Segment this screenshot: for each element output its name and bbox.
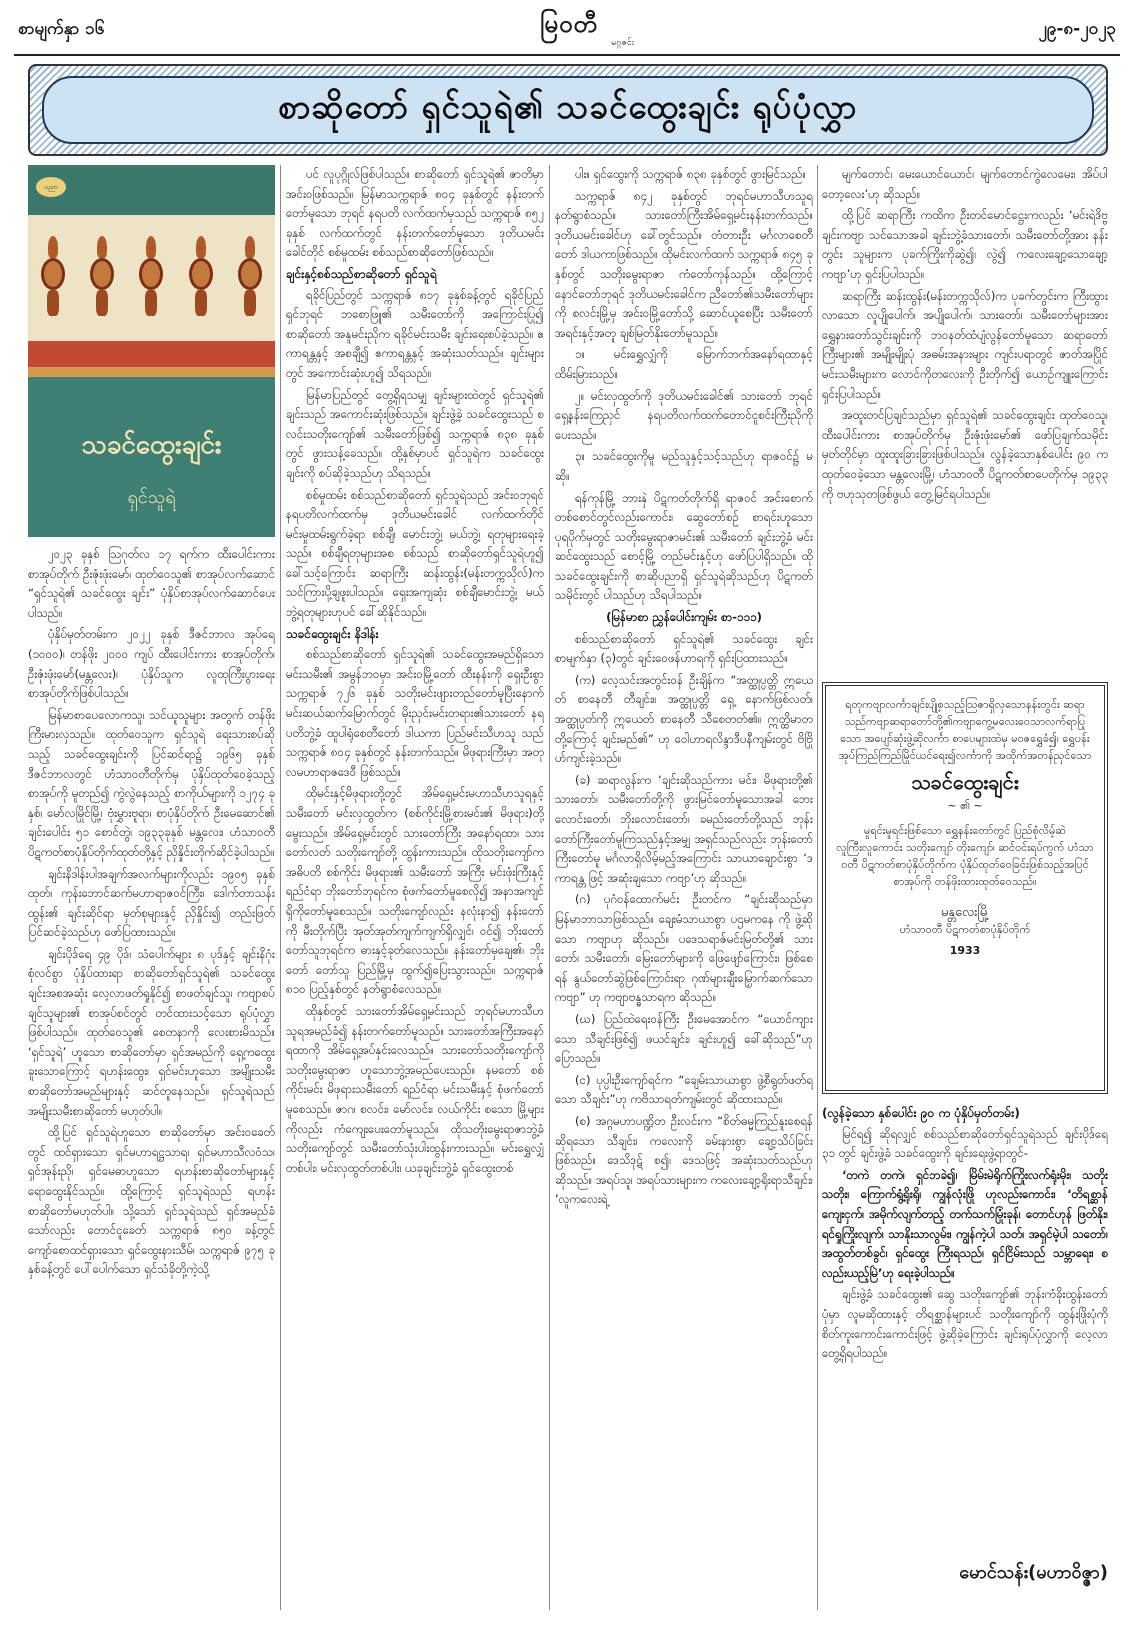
ornament-icon (137, 236, 165, 316)
ornament-icon (88, 236, 116, 316)
article-column-1 (28, 545, 275, 1615)
logo-text: မြဝတီ (540, 10, 598, 38)
paragraph: ၃။ သခင်ထွေးကိုမူ မည်သူနှင့်သင့်သည်ဟု ရာဇဝင်၌ မဆို။ (555, 449, 813, 483)
paragraph: (ဃ) ပြည်ထဲရေးဝန်ကြီး ဦးမေအောင်က “ယောင်ကျားသော သီချင်းဖြစ်၍ ဖယင်ချင်း၊ ချင်းဟူ၍ ခေါ်ဆိုသည်”ဟု ပြောသည်။ (555, 1011, 813, 1066)
paragraph: မြန်မာပြည်တွင် တွေ့ရှိရသမျှ ချင်းများထဲတွင် ရှင်သူရဲ၏ ချင်းသည် အကောင်းဆုံးဖြစ်သည်။ ချင်းဖွဲ့ခဲ့ သခင်ထွေးသည် စလင်းသတိုးကျော်၏ သမီးတော်ဖြစ်၍ သက္ကရာဇ် ၈၃၈ ခုနှစ်တွင် ဖွားသန့်ခေသည်။ ထို့နှစ်မှာပင် ရှင်သူရဲက သခင်ထွေး ချင်းကို စပ်ဆိုခဲ့သည်ဟု သိရသည်။ (286, 387, 544, 480)
paragraph: ချင်းနိဒါန်းပါအချက်အလက်များကိုလည်း ၁၉၀၅ ခုနှစ်ထုတ်၊ ကုန်းဘောင်ဆက်မဟာရာဇဝင်ကြီး၊ ဒေါက်တာသန်းထွန်း၏ ချင်းဆိုင်ရာ မှတ်စုများနှင့် ညှိနှိုင်း၍ တည်းဖြတ်ပြင်ဆင်ခဲ့သည်ဟု ဖော်ပြထားသည်။ (28, 866, 275, 940)
paragraph: စစ်မှုထမ်း စစ်သည်စာဆိုတော် ရှင်သူရဲသည် အင်းဝဘုရင် နရပတိလက်ထက်မှ ဒုတိယမင်းခေါင် လက်ထက်တိုင် မင်းမှုထမ်းရွက်ခဲ့ရာ စစ်ချီ၊ မောင်းဘွဲ့၊ မယ်ဘွဲ့၊ ရတုများရေးခဲ့သည်။ စစ်ချီရတုများအစ စစ်သည် စာဆိုတော်ရှင်သူရဲဟူ၍ ခေါ်သင့်ကြောင်း ဆရာကြီး ဆန်းထွန်း(မန်းတက္ကသိုလ်)က သင်ကြားပို့ချဖူးပါသည်။ ရှေးအကျဆုံး စစ်ချီမောင်းဘွဲ့၊ မယ်ဘွဲ့ရတုများဟုပင် ခေါ်ဆိုနိုင်သည်။ (286, 487, 544, 620)
article-column-4 (822, 165, 1108, 685)
header-divider (14, 54, 1120, 56)
ornament-icon (236, 236, 264, 316)
paragraph: (စ) အဂ္ဂမဟာပဏ္ဍိတ ဦးလင်းက “စိတ်ဓမ္မကြည်နူးစေရန် ဆိုရသော သီချင်း၊ ကလေးကို ခမ်းနားစွာ ချော့သိပ်ခြင်းဖြစ်သည်။ ဒေသိဒုဋ် စ၍၊ ဒေသဖြင့် အဆုံးသတ်သည်ဟု ဆိုသည်။ အရပ်သူ၊ အရပ်သားများက ကလေးချော့ရိုးရာသီချင်း၊ ‘လူကလေးရဲ့ (555, 1113, 813, 1207)
newspaper-logo (494, 8, 644, 48)
paragraph: ချင်းဖွဲ့ခံ သခင်ထွေး၏ ဆွေ သတိုးကျော်၏ ဘုန်းကံခိုးထွန်းတော်ပုံမှာ လူမဆိုထားနှင့် တိရစ္ဆာန်များပင် သတိုးကျော်ကို ထွန်းဖြိုးပုံကို စိတ်ကူးကောင်းကောင်းဖြင့် ဖွဲ့ဆိုခဲ့ကြောင်း ချင်းရုပ်ပုံလွှာကို လေ့လာတွေ့ရှိရပါသည်။ (822, 1287, 1108, 1361)
publisher-logo-icon: ပညာ (36, 177, 66, 197)
article-column-2 (286, 165, 544, 1615)
paragraph: ၁။ မင်းရွှေလျှံကို မြောက်ဘက်အနော်ရထာနှင့် ထိမ်းမြားသည်။ (555, 347, 813, 381)
paragraph: ရန်ကုန်မြို့ ဘားနှဲ ပိဋကတ်တိုက်ရှိ ရာဇဝင် အင်းစောက်တစ်စောင်တွင်လည်းကောင်း၊ ဆွေတော်စဉ် စာရင်းဟူသော ပုရပိုက်မှတွင် သတိုးမွေးရာဇာမင်း၏ သမီးတော် ချင်းဘွဲ့ခံ မင်းဆင်ထွေးသည် စောင့်မြို့ တည်မင်းနှင့်ဟု ဖော်ပြပါရှိသည်။ ထိုသခင်ထွေးချင်းကို စာဆိုပညာရှိ ရှင်သူရဲဆိုသည်ဟု ပိဋကတ်သမိုင်းတွင် ပါသည်ဟု သိရပါသည်။ (555, 490, 813, 603)
paragraph: (က) လေ့သင်းအတွင်းဝန် ဦးချိန်က “အတ္ထုပ္ပတ္တိ ဣယေတ် စာနေတီ တီချင်း။ အတ္ထုပ္ပတ္တိ ရှေ့ နောက်ဖြစ်လတ်၊ အတ္ထုပ္ပတ်ကို ဣယေတ် စာနေတီ သီစေတတ်၏။ ဣတ္ထိမာတတို့ကြောင့် ချင်းမည်၏” ဟု ဝေါဟာရလိန္ဒာဒီပနီကျမ်းတွင် ဗိဗြိုဟ်ကျင်းခဲ့သည်။ (555, 672, 813, 766)
quote: ‘တကဲ တကဲ၊ ရှင်ဘခဲ၍၊ မြိမ်းမဲရိုက်ကြိုးလက်ရုံးမိုး၊ သတိုး သတိုး၊ ကြောက်ရွံ့ရိုးရို၊ ကျွန်လုံးဖြို ဟုလည်းကောင်း၊ ‘တိရစ္ဆာန် ကျေးငှက်၊ အမိုက်လျက်တည့် တက်သက်မြုံးခုန်၊ တောင်ဟုန် ဖြတ်နိုး၊ ရင်ရှုကြိုးလျက်၊ သာနိုးသာလွမ်း၊ ကျွန်ကဲ့ပါ သတ်၊ အရှင်မဲ့ပါ သတော်၊ အထွတ်တစ်ခွင်၊ ရှင်ထွေး ကြီးရသည်၊ ရှင်ငြိမ်းသည် သမ္ဘာရေး၊ စလည်းယည့်မြဲ’ဟု ရေးခဲ့ပါသည်။ (822, 1167, 1108, 1280)
paragraph: ထိုမင်းနှင့်မိဖုရားတို့တွင် အိမ်ရှေ့မင်းမဟာသီဟသူရနှင့် သမီးတော် မင်းလှထွတ်က (စစ်ကိုင်းမြို့စားမင်း၏ မိဖုရား)တို့မွေးသည်။ အိမ်ရှေ့မင်းတွင် သားတော်ကြီး အနော်ရထာ၊ သားတော်လတ် သတိုးကျော်တို့ ထွန်းကားသည်။ ထိုသတိုးကျော်က အဓိပတိ စစ်ကိုင်း မိဖုရား၏ သမီးတော် အကြီး မင်းဖုံးကြီးနှင့် ရည်ငံရာ ဘိုးတော်ဘုရင်က စုံဖက်တော်မူစေလို၍ အနာအကျင်ရှိကိုတော်မူစေသည်။ သတိုးကျော်လည်း နလုံးနာ၍ နန်းတော်ကို မီးတိုက်ပြီး အုတ်အုတ်ကျက်ကျက်ရှိလျှင်၊ ဝင်၍ ဘိုးတော် တော်သူဘုရင်က ဓားနှင့်ခုတ်လေသည်။ နန်းတော်မှချေ၏၊ ဘိုးတော် တော်သူ ပြည်မြို့မှ ထွက်၍ပြေးသွားသည်။ သက္ကရာဇ် ၈၁၀ ပြည့်နှစ်တွင် နတ်ရွာစံလေသည်။ (286, 786, 544, 997)
paragraph: ၂၀၂၃ ခုနှစ် ဩဂုတ်လ ၁၇ ရက်က ထီးပေါင်းကားစာအုပ်တိုက် ဦးဇုံးဖုံးမော်၊ ထုတ်ဝေသူ၏ စာအုပ်လက်ဆောင် “ရှင်သူရဲ၏ သခင်ထွေး ချင်း” ပုံနှိပ်စာအုပ်လက်ဆောင်ပေးပါသည်။ (28, 547, 275, 620)
citation: (မြန်မာစာ ညွှန်ပေါင်းကျမ်း စာ-၁၁၁) (606, 610, 762, 625)
ornament-icon (39, 236, 67, 316)
page-number: စာမျက်နှာ ၁၆ (18, 19, 105, 39)
paragraph: သက္ကရာဇ် ၈၄၂ ခုနှစ်တွင် ဘုရင်မဟာသီဟသူရ နတ်ရွာစံသည်။ သားတော်ကြီးအိမ်ရှေ့မင်းနန်းတက်သည်။ ဒုတိယမင်းခေါင်ဟု ခေါ်တွင်သည်။ တံတားဦး မင်္ဂလာစေတီတော် ဒါယကာဖြစ်သည်။ ထိုမင်းလက်ထက် သက္ကရာဇ် ၈၄၅ ခုနှစ်တွင် သတိုးမွေးရာဇာ ကံတော်ကုန်သည်။ ထို့ကြောင့် နောင်တော်ဘုရင် ဒုတိယမင်းခေါင်က ညီတော်၏သမီးတော်များကို စလင်းမြို့မှ အင်းဝမြို့တော်သို့ ဆောင်ယူစေပြီး သမီးတော်အရင်းနှင့်အတူ ချစ်မြတ်နိုးတော်မူသည်။ (555, 188, 813, 340)
title-page-description: မူရင်းမူရင်းဖြစ်သော ရွှေနန်းတော်တွင် ပြည်စုံလိမ့်ဆဲ လူကြီးလူကောင်း သတိုးကျော် တိုးကျော်၊ ဆင်ဝင်းရပ်ကွက် ဟံသာဝတီ ပိဋကတ်စာပုံနှိပ်တိုက်က ပုံနှိပ်ထုတ်ဝေခြင်းဖြစ်သည့်အပြင် စာအုပ်ကို တန်ဖိုးထားထုတ်ဝေသည်။ (836, 824, 1094, 888)
paragraph: မျက်တောင်၊ မေးယောင်ယောင်၊ မျက်တောင်ကွဲလေမေး၊ အိပ်ပါတော့လေး’ဟု ဆိုသည်။ (822, 167, 1108, 201)
paragraph: ရခိုင်ပြည်တွင် သက္ကရာဇ် ၈၁၇ ခုနှစ်ခန့်တွင် ရခိုင်ပြည်ရှင်ဘုရင် ဘစောဖြူ၏ သမီးတော်ကို အကြောင်းပြု၍ စာဆိုတော် အနူမင်းညိုက ရခိုင်မင်းသမီး ချင်းရေးစပ်ခဲ့သည်။ ဧကာရန္တနှင့် အစချီ၍ ဧကာရန္တနှင့် အဆုံးသတ်သည်။ ချင်းများ တွင် အကောင်းဆုံးဟူ၍ သိရသည်။ (286, 287, 544, 380)
paragraph: ၂။ မင်းလှထွတ်ကို ဒုတိယမင်းခေါင်၏ သားတော် ဘုရင်ရှေ့နန်းကြေညှင် နရပတိလက်ထက်တောင်ငူစင်းကြီးညိုကို ပေးသည်။ (555, 388, 813, 442)
cover-gold-band (28, 367, 275, 377)
paragraph: ပင် လူပုဂ္ဂိုလ်ဖြစ်ပါသည်။ စာဆိုတော် ရှင်သူရဲ၏ ဇာတိမှာ အင်းဝဖြစ်သည်။ မြန်မာသက္ကရာဇ် ၈၀၄ ခုနှစ်တွင် နန်းတက်တော်မူသော ဘုရင် နရပတိ လက်ထက်မှသည် သက္ကရာဇ် ၈၅၂ ခုနှစ် လက်ထက်တွင် နန်းတက်တော်မူသော ဒုတိယမင်းခေါင်တိုင် စစ်မှုထမ်း စစ်သည်စာဆိုတော်ဖြစ်သည်။ (286, 167, 544, 260)
title-banner (28, 64, 1108, 156)
paragraph: အထူးတင်ပြချင်သည်မှာ ရှင်သူရဲ၏ သခင်ထွေးချင်း ထုတ်ဝေသူ၊ ထီးပေါင်းကား စာအုပ်တိုက်မှ ဦးဇုံးဖုံးမော်၏ ဖော်ပြချက်သမိုင်းမှတ်တိုင်မှာ ထူးထူးခြားခြားဖြစ်ပါသည်။ လွန်ခဲ့သောနှစ်ပေါင်း ၉၀ က ထုတ်ဝေခဲ့သော မန္တလေးမြို့၊ ဟံသာဝတီ ပိဋကတ်စာပေတိုက်မှ ၁၉၃၃ ကို ဗဟုသုတဖြစ်ဖွယ် တွေ့မြင်ရပါသည်။ (822, 408, 1108, 501)
issue-date: ၂၉-၈-၂၀၂၃ (1038, 19, 1116, 39)
paragraph: ဆရာကြီး ဆန်းထွန်း(မန်းတက္ကသိုလ်)က ပုခက်တွင်းက ကြီးထွားလာသော လူပျိုပေါက်၊ အပျိုပေါက်၊ သားတော်၊ သမီးတော်များအား ရွှေနားတော်သွင်းချင်းကို ဘဝနတ်ထံပျံလွန်တော်မူသော ဆရာတော်ကြီးများ၏ အမျိုးမျိုးပုံ အဓမ်းအနားများ ကျင်းပရာတွင် ဇာတ်အပြိုင်မင်းသမီးများက လောင်ကိုတလေးကို ဦးတိုက်၍ ယောဉ်ကျူးကြောင်း ရှင်းပြပါသည်။ (822, 288, 1108, 401)
cover-author: ရှင်သူရဲ (127, 487, 176, 508)
section-heading: သခင်ထွေးချင်း နိဒါန်း (286, 626, 379, 641)
paragraph: ထိုနှစ်တွင် သားတော်အိမ်ရှေ့မင်းသည် ဘုရင်မဟာသီဟသူရအမည်ခံ၍ နန်းတက်တော်မူသည်။ သားတော်အကြီးအနော်ရထာကို အိမ်ရှေ့အပ်နှင်းလေသည်။ သားတော်သတိုးကျော်ကို သတိုးမွေးရာဇာ ဟူသောဘွဲ့အမည်ပေးသည်။ နမတော် စစ်ကိုင်းမင်း မိဖုရားသမီးတော် ရည်ငံရာ မင်းသမီးနှင့် စုံဖက်တော်မူစေသည်။ ဇာဂ၊ စလင်း၊ မော်လင်း၊ လယ်ကိုင်း စသော မြို့များကိုလည်း ကံကျေးပေးတော်မူသည်။ ထိုသတိုးမွေးရာဇာဘွဲ့ခံ သတိုးကျော်တွင် သမီးတော်သုံးပါးထွန်းကားသည်။ မင်းရွှေလျှံတစ်ပါး၊ မင်းလှထွတ်တစ်ပါး၊ ယခုချင်းဘွဲ့ခံ ရှင်ထွေးတစ် (286, 1003, 544, 1175)
paragraph: ပါး။ ရှင်ထွေးကို သက္ကရာဇ် ၈၃၈ ခုနှစ်တွင် ဖွားမြင်သည်။ (575, 167, 807, 181)
paragraph: ချင်းပိုဒ်ရေ ၄၉ ပိုဒ်၊ သံပေါက်များ ၈ ပုဒ်နှင့် ချင်းနိဂုံးစုံလင်စွာ ပုံနှိပ်ထားရာ စာဆိုတော်ရှင်သူရဲ၏ သခင်ထွေး ချင်းအစအဆုံး လေ့လာဖတ်ရှုနိုင်၍ စာဖတ်ချင်သူ၊ ကဗျာစပ်ချင်သူများ၏ စာအုပ်စင်တွင် တင်ထားသင့်သော ရုပ်ပုံလွှာဖြစ်ပါသည်။ ထုတ်ဝေသူ၏ စေတနာကို လေးစားမိသည်။ ‘ရှင်သူရဲ’ ဟူသော စာဆိုတော်မှာ ရှင်အမည်ကို ရှေ့ကထွေးခူးသောကြောင့် ရဟန်းထွေး၊ ရှင်မင်းဟူသော အမျိုးသမီးစာဆိုတော်အမည်များနှင့် ဆင်တူနေသည်။ ရှင်သူရဲသည် အမျိုးသမီးစာဆိုတော် မဟုတ်ပါ။ (28, 946, 275, 1118)
paragraph: စစ်သည်စာဆိုတော် ရှင်သူရဲ၏ သခင်ထွေးအမည်ရှိသော မင်းသမီး၏ အမွန်ဘဝမှာ အင်းဝမြို့တော် ထီးနန်းကို ရှေးဦးစွာ သက္ကရာဇ် ၇၂၆ ခုနှစ် သတိုးမင်းဖျားတည်တော်မူပြီးနောက် မင်းဆယ်ဆက်မြောက်တွင် မိုးညှင်းမင်းတရား၏သားတော် နရပတိဘွဲ့ခံ ထူပါရုံစေတီတော် ဒါယကာ ပြည်မင်းသီဟသူ သည် သက္ကရာဇ် ၈၀၄ ခုနှစ်တွင် နန်းတက်သည်။ မိဖုရားကြီးမှာ အတုလမဟာရာဇဒေဝီ ဖြစ်သည်။ (286, 647, 544, 779)
paragraph: (င) ပုပ္ပါးဦးကျော်ရင်က “ချေမ်းသာယာစွာ ဖွဲ့စီရွတ်ဖတ်ရသော သီချင်း”ဟု ကဗိသာရတ်ကျမ်းတွင် ဆိုထားသည်။ (555, 1072, 813, 1107)
paragraph: မြင်ရ၍ ဆိုရလျှင် စစ်သည်စာဆိုတော်ရှင်သူရဲသည် ချင်းပိုဒ်ရေ ၃၁ တွင် ချင်းဖွဲ့ခံ သခင်ထွေးကို ချင်းရေးဖွဲ့ရာတွင်- (822, 1126, 1108, 1161)
title-page-title: သခင်ထွေးချင်း (911, 770, 1019, 794)
author-byline: မောင်သန်း(မဟာဝိဇ္ဇာ) (959, 1562, 1108, 1583)
column-divider (549, 165, 550, 1610)
title-page-heading: ရတုကဗျာလင်္ကာချင်းပျို့စသည့်ဩဇာရှိလှသောနန်းတွင်း ဆရာသည်ကဗျာဆရာတော်တို့၏ကဗျာကွေ့မလေးဝေသာလက်ရာပြုသော အပျော်ဆုံးဖွဲ့ဆိုလင်္ကာ စာပေများထဲမှ မဝဇရွှေခံ၍၊ ရွှေပန်းအုပ်ကြည်ကြည်မြိုင်ယင်ရေး၍လင်္ကာကို အထိုက်အတန်ညှင်သော (838, 698, 1092, 762)
paragraph: ပုံနှိပ်မှတ်တမ်းက ၂၀၂၂ ခုနှစ် ဒီဇင်ဘာလ အုပ်ရေ (၁၀၀၀)၊ တန်ဖိုး ၂၀၀၀ ကျပ် ထီးပေါင်းကား စာအုပ်တိုက်၊ ဦးဇုံးဖုံးမော်(မန္တလေး)၊ ပုံနှိပ်သူက လူထုကြီးပွားရေးစာအုပ်တိုက်ဖြစ်ပါသည်။ (28, 627, 275, 701)
column-divider (280, 165, 281, 1610)
title-page-separator: ~ ၏ ~ (947, 799, 983, 812)
title-panel (42, 76, 1094, 144)
historic-title-page-figure (822, 682, 1108, 1094)
page-header (14, 8, 1120, 50)
paragraph: စစ်သည်စာဆိုတော် ရှင်သူရဲ၏ သခင်ထွေး ချင်း စာမျက်နှာ (၃)တွင် ချင်းဝေဖန်ဟာရကို ရှင်းပြထားသည်။ (555, 631, 813, 666)
figure-caption: (လွန်ခဲ့သော နှစ်ပေါင်း ၉၀ က ပုံနှိပ်မှတ်တမ်း) (822, 1106, 1020, 1120)
paragraph: ထို့ပြင် ဆရာကြီး ကထိက ဦးတင်မောင်ဋ္ဌေးကလည်း ‘မင်းရဲဒိဗ္ဗချင်းကဗျာ သင်သောအခါ ချင်းဘွဲ့ခံသားတော်၊ သမီးတော်တို့အား နန်းတွင်း သူများက ပုခက်ကြိုးကိုဆွဲ၍၊ လွဲ၍ ကလေးချော့သောချော့ ကဗျာ’ဟု ရှင်းပြပါသည်။ (822, 208, 1108, 281)
column-divider (817, 165, 818, 1610)
cover-ornaments (28, 231, 275, 321)
book-cover-image (28, 165, 275, 537)
paragraph: ထို့ပြင် ရှင်သူရဲဟူသော စာဆိုတော်မှာ အင်းဝခေတ်တွင် ထင်ရှားသော ရှင်မဟာရဋ္ဌသာရ၊ ရှင်မဟာသီလဝံသ၊ ရှင်အုန်းညို၊ ရှင်မေဓာဟူသော ရဟန်းစာဆိုတော်များနှင့် ရောထွေးနိုင်သည်။ ထို့ကြောင့် ရှင်သူရဲသည် ရဟန်းစာဆိုတော်မဟုတ်ပါ။ သို့သော် ရှင်သူရဲသည် ရှင်အမည်ခံသော်လည်း တောင်ငူခေတ် သက္ကရာဇ် ၈၅၀ ခန့်တွင် ကျော်စောထင်ရှားသော ရှင်ထွေးနားသီမ်၊ သက္ကရာဇ် ၉၇၅ ခုနှစ်ခန့်တွင် ပေါ်ပေါက်သော ရှင်သံခိုတို့ကဲ့သို့ (28, 1125, 275, 1277)
cover-title: သခင်ထွေးချင်း (81, 430, 222, 460)
title-page-press: ဟံသာဝတီ ပိဋကတ်စာပုံနှိပ်တိုက် (899, 923, 1031, 936)
article-title: စာဆိုတော် ရှင်သူရဲ၏ သခင်ထွေးချင်း ရုပ်ပုံလွှာ (278, 86, 858, 126)
article-column-4-continued (822, 1102, 1108, 1542)
paragraph: (ဂ) ပုဂံဝန်ထောက်မင်း ဦးတင်က “ချင်းဆိုသည်မှာ မြန်မာဘာသာဖြစ်သည်။ ချေးမံသာယာစွာ ပဌမကနေ ကို ဖွဲ့ဆိုသော ကဗျာဟု ဆိုသည်။ ပဒေသရာဇ်မင်းမြတ်တို့၏ သားတော်၊ သမီးတော်၊ မြေးတော်များကို ဖြေဖျော်ကြောင်း၊ ဖြစ်စေရန် နွယ်တော်ဆွဲဖြစ်ကြောင်းရာ ဂုဏ်များချီးမြှောက်ဆက်သော ကဗျာ” ဟု ကဗျာဗန္ဓသာရက ဆိုသည်။ (555, 892, 813, 1005)
section-heading: ချင်းနှင့်စစ်သည်စာဆိုတော် ရှင်သူရဲ (286, 266, 437, 281)
logo-subtext: မဂ္ဂဇင်း (611, 38, 634, 48)
article-column-3 (555, 165, 813, 1615)
ornament-icon (187, 236, 215, 316)
paragraph: မြန်မာစာပေလောကသူ၊ သင်ယူသူများ အတွက် တန်ဖိုးကြီးမားလှသည်။ ထုတ်ဝေသူက ရှင်သူရဲ ရေးသားစပ်ဆိုသည့် သခင်ထွေးချင်းကို ပြင်ဆင်ရာ၌ ၁၉၆၅ ခုနှစ် ဒီဇင်ဘာလတွင် ဟံသာဝတီတိုက်မှ ပုံနှိပ်ထုတ်ဝေခဲ့သည့် စာအုပ်ကို မူတည်၍ ကွဲလွဲနေသည့် စာကိုယ်များကို ၁၂၇၄ ခုနှစ်၊ မော်လမြိုင်မြို့၊ ဗုံးမွှားဗူရာ၊ စာပုံနှိပ်တိုက် ဦးမေဆောင်၏ ချင်းပေါင်း ၅၁ စောင်တွဲ၊ ၁၉၃၃ခုနှစ် မန္တလေး၊ ဟံသာဝတီ ပိဋကတ်စာပုံနှိပ်တိုက်ထုတ်တို့နှင့် ညှိနှိုင်းတိုက်ဆိုင်ခဲ့ပါသည်။ (28, 707, 275, 859)
paragraph: (ခ) ဆရာလွန်းက ‘ချင်းဆိုသည်ကား မင်း၊ မိဖုရားတို့၏ သားတော်၊ သမီးတော်တို့ကို ဖွားမြင်တော်မူသောအခါ ဘေးလောင်းတော်၊ ဘိုးလောင်းတော်၊ ခမည်းတော်တို့သည် ဘုန်းတော်ကြီးတော်မူကြသည်နှင့်အမျှ အရှင်သည်လည်း ဘုန်းတော်ကြီးတော်မူ မင်္ဂလာရှိလိမ့်မည့်အကြောင်း သာယာချောင်းစွာ ‘ဒ ကာရန္တ ဖြင့် အဆုံးချသော ကဗျာ’ဟု ဆိုသည်။ (555, 772, 813, 885)
title-page-place: မန္တလေးမြို့ (940, 905, 990, 920)
title-page-year: 1933 (949, 944, 981, 957)
cover-red-band (28, 341, 275, 367)
